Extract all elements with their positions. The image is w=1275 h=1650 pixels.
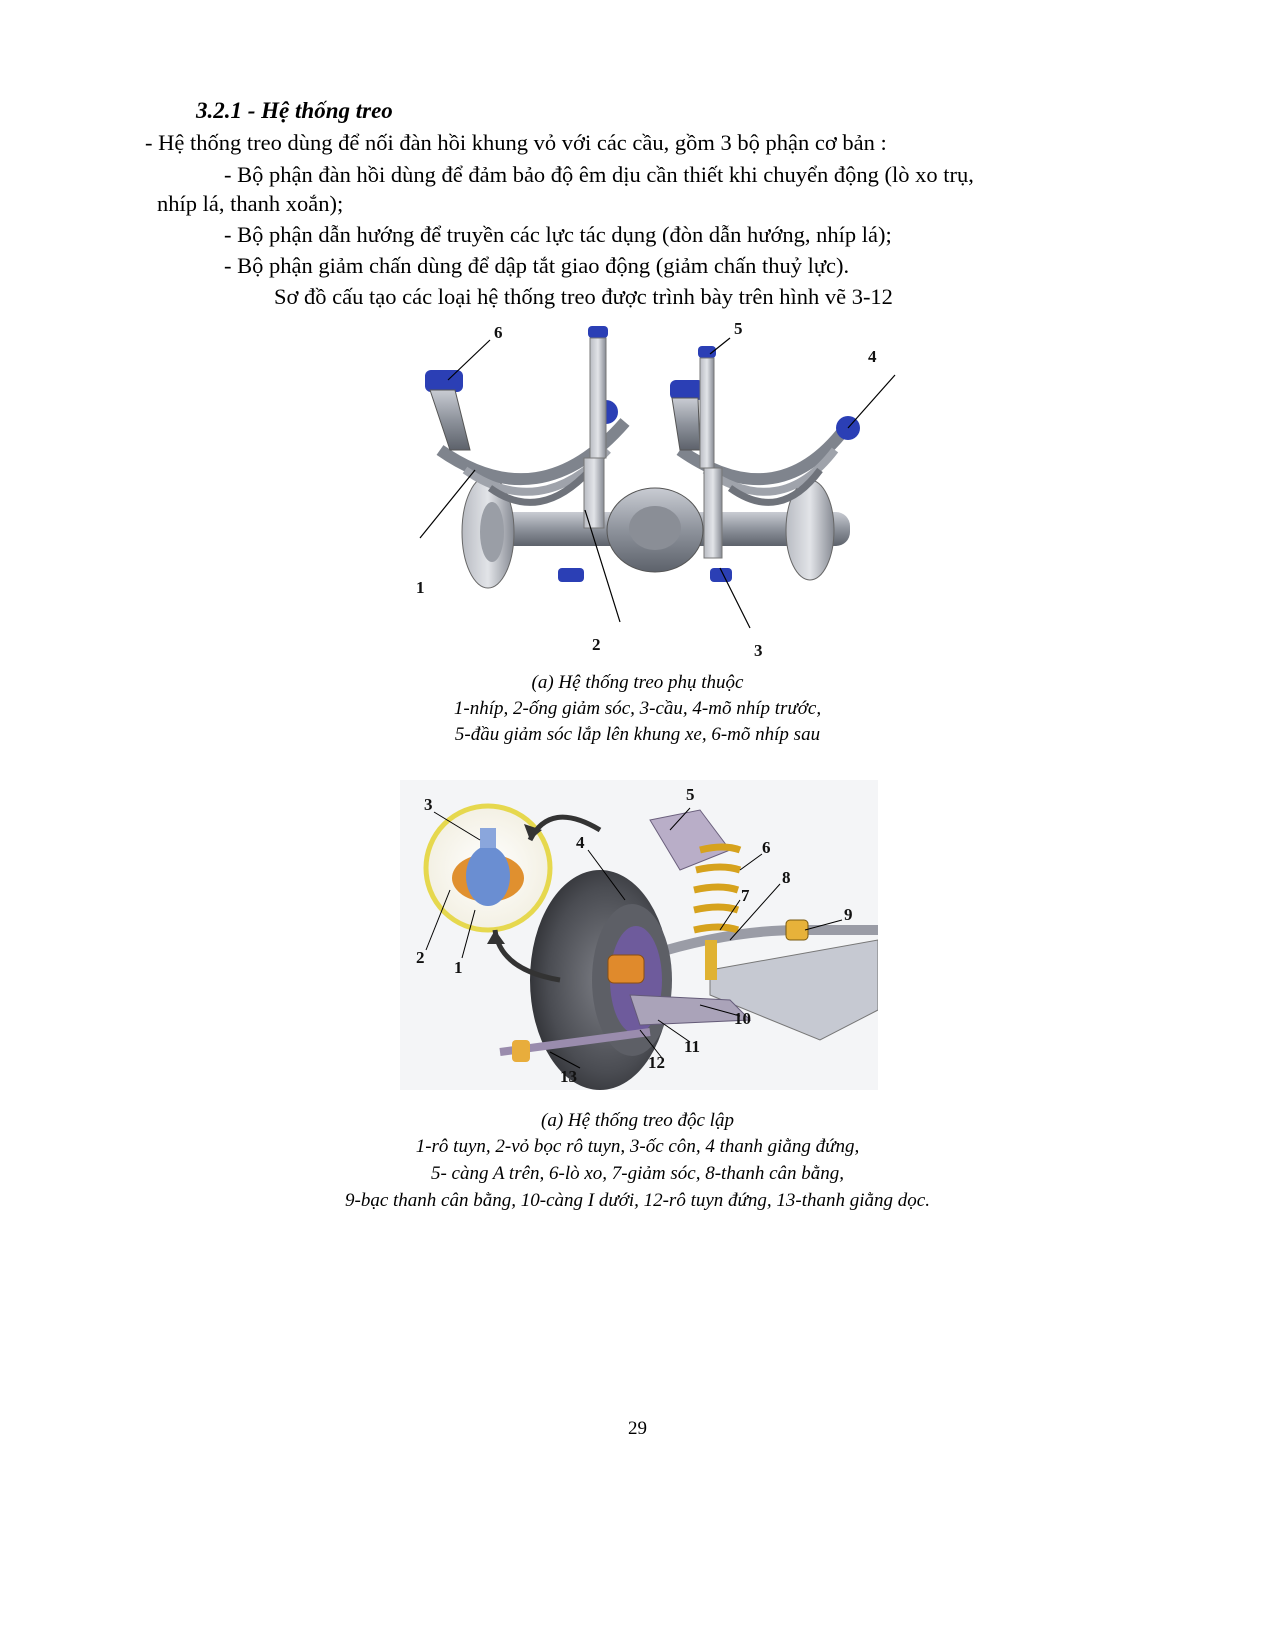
fig2-caption-line3: 9-bạc thanh cân bằng, 10-càng I dưới, 12-rô tuyn đứng, 13-thanh giằng dọc. bbox=[345, 1190, 930, 1211]
fig1-label-1: 1 bbox=[416, 578, 425, 597]
paragraph-item-guide: - Bộ phận dẫn hướng để truyền các lực tác dụng (đòn dẫn hướng, nhíp lá); bbox=[224, 222, 892, 247]
fig2-label-3: 3 bbox=[424, 795, 433, 814]
paragraph-item-elastic: - Bộ phận đàn hồi dùng để đảm bảo độ êm dịu cần thiết khi chuyển động (lò xo trụ, bbox=[224, 162, 974, 187]
fig2-caption-title: (a) Hệ thống treo độc lập bbox=[541, 1110, 734, 1131]
fig1-label-5: 5 bbox=[734, 319, 743, 338]
figure-dependent-suspension bbox=[380, 310, 940, 670]
fig1-caption-line2: 5-đầu giảm sóc lắp lên khung xe, 6-mõ nhíp sau bbox=[454, 724, 821, 745]
section-heading bbox=[196, 98, 393, 124]
paragraph-item-elastic-cont: nhíp lá, thanh xoắn); bbox=[157, 191, 344, 216]
page-number: 29 bbox=[628, 1418, 647, 1439]
fig2-label-5: 5 bbox=[686, 785, 695, 804]
section-title: Hệ thống treo bbox=[261, 98, 393, 123]
fig2-caption-line1: 1-rô tuyn, 2-vỏ bọc rô tuyn, 3-ốc côn, 4 thanh giằng đứng, bbox=[415, 1136, 860, 1157]
fig2-label-7: 7 bbox=[741, 886, 750, 905]
fig1-caption-title: (a) Hệ thống treo phụ thuộc bbox=[531, 672, 744, 693]
fig2-caption-line2: 5- càng A trên, 6-lò xo, 7-giảm sóc, 8-thanh cân bằng, bbox=[430, 1163, 845, 1184]
fig2-label-11: 11 bbox=[684, 1037, 701, 1056]
paragraph-intro: - Hệ thống treo dùng để nối đàn hồi khung vỏ với các cầu, gồm 3 bộ phận cơ bản : bbox=[145, 130, 887, 155]
fig1-label-3: 3 bbox=[754, 641, 763, 660]
fig2-label-13: 13 bbox=[560, 1067, 577, 1086]
fig1-label-4: 4 bbox=[868, 347, 877, 366]
fig1-label-6: 6 bbox=[494, 323, 503, 342]
fig2-label-10: 10 bbox=[734, 1009, 751, 1028]
figure-independent-suspension bbox=[400, 780, 878, 1090]
fig2-label-2: 2 bbox=[416, 948, 425, 967]
section-number: 3.2.1 - bbox=[196, 98, 262, 123]
fig1-label-2: 2 bbox=[592, 635, 601, 654]
fig2-label-6: 6 bbox=[762, 838, 771, 857]
paragraph-item-damper: - Bộ phận giảm chấn dùng để dập tắt giao động (giảm chấn thuỷ lực). bbox=[224, 253, 850, 278]
fig2-label-8: 8 bbox=[782, 868, 791, 887]
fig2-label-12: 12 bbox=[648, 1053, 665, 1072]
fig1-caption-line1: 1-nhíp, 2-ống giảm sóc, 3-cầu, 4-mõ nhíp trước, bbox=[453, 698, 822, 719]
fig2-label-1: 1 bbox=[454, 958, 463, 977]
axle-assembly-illustration bbox=[425, 326, 860, 588]
fig2-label-4: 4 bbox=[576, 833, 585, 852]
fig2-label-9: 9 bbox=[844, 905, 853, 924]
paragraph-figure-ref: Sơ đồ cấu tạo các loại hệ thống treo được trình bày trên hình vẽ 3-12 bbox=[274, 284, 893, 309]
